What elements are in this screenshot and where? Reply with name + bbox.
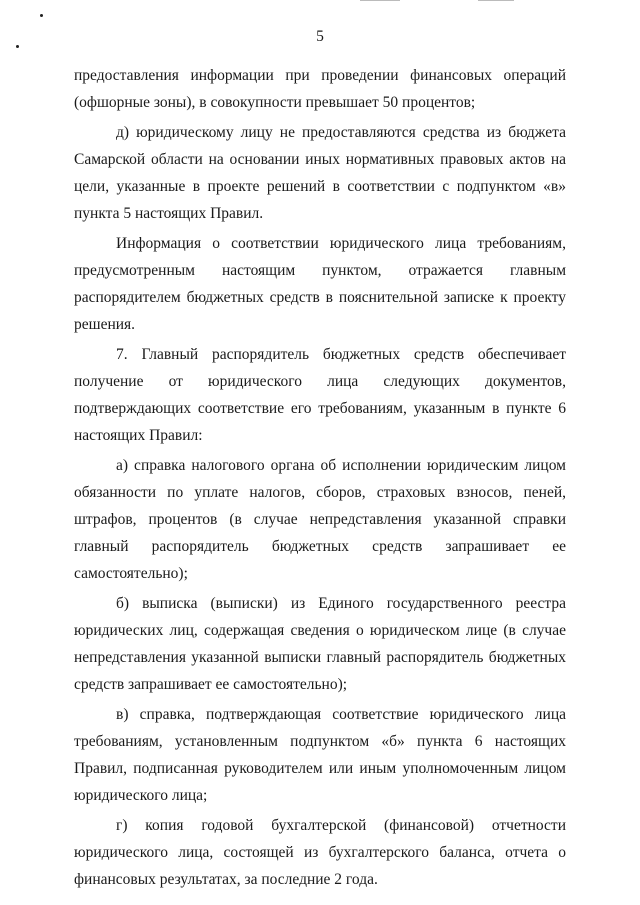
page-number: 5 (316, 28, 324, 45)
paragraph-subitem-b: б) выписка (выписки) из Единого государственного реестра юридических лиц, содержащая сведения о юридическом лице (в случае непредставления указанной выписки главный распорядитель бюджетных средств запрашивает ее самостоятельно); (74, 595, 566, 693)
paragraph-information: Информация о соответствии юридического лица требованиям, предусмотренным настоящим пунктом, отражается главным распорядителем бюджетных средств в пояснительной записке к проекту решения. (74, 235, 566, 333)
document-body (74, 62, 566, 896)
paragraph-subitem-g: г) копия годовой бухгалтерской (финансовой) отчетности юридического лица, состоящей из бухгалтерского баланса, отчета о финансовых результатах, за последние 2 года. (74, 817, 566, 888)
paragraph-continuation: предоставления информации при проведении финансовых операций (офшорные зоны), в совокупности превышает 50 процентов; (74, 67, 566, 111)
paragraph-subitem-v: в) справка, подтверждающая соответствие юридического лица требованиям, установленным подпунктом «б» пункта 6 настоящих Правил, подписанная руководителем или иным уполномоченным лицом юридического лица; (74, 706, 566, 804)
scan-artifact-line (478, 0, 514, 1)
paragraph-subitem-a: а) справка налогового органа об исполнении юридическим лицом обязанности по уплате налогов, сборов, страховых взносов, пеней, штрафов, процентов (в случае непредставления указанной справки главный распорядитель бюджетных средств запрашивает ее самостоятельно); (74, 457, 566, 582)
scan-artifact-line (360, 0, 400, 1)
paragraph-item-7: 7. Главный распорядитель бюджетных средств обеспечивает получение от юридического лица следующих документов, подтверждающих соответствие его требованиям, указанным в пункте 6 настоящих Правил: (74, 346, 566, 444)
scan-artifact-dot (40, 14, 43, 17)
paragraph-subitem-d: д) юридическому лицу не предоставляются средства из бюджета Самарской области на основании иных нормативных правовых актов на цели, указанные в проекте решений в соответствии с подпунктом «в» пункта 5 настоящих Правил. (74, 124, 566, 222)
